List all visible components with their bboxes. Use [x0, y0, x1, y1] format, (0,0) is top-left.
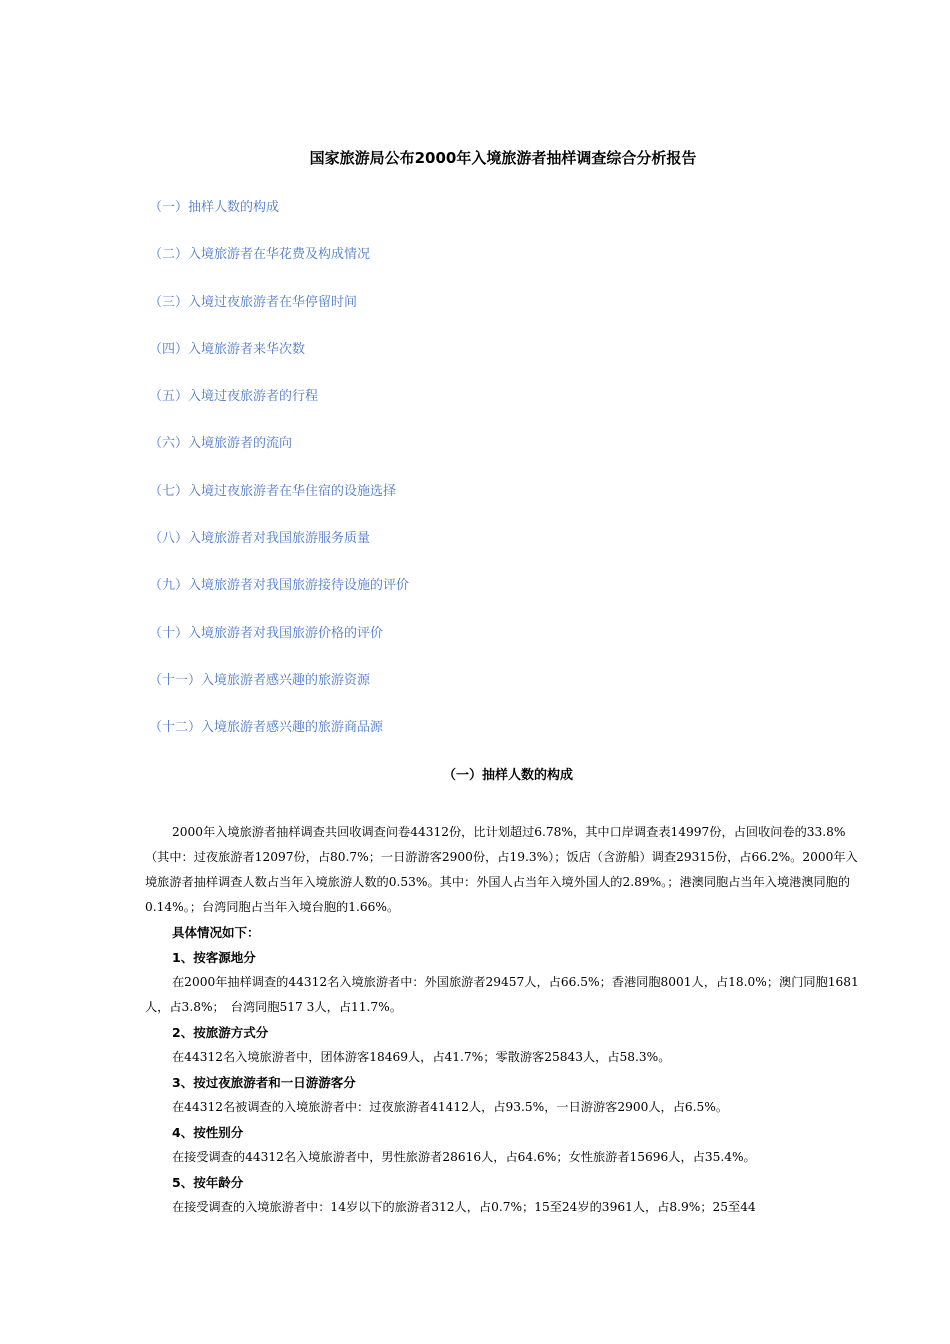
- paragraph-gender: 在接受调查的44312名入境旅游者中，男性旅游者28616人，占64.6%；女性旅游者15696人，占35.4%。: [172, 1150, 756, 1164]
- paragraph-overnight: 在44312名被调查的入境旅游者中：过夜旅游者41412人，占93.5%，一日游游客2900人，占6.5%。: [172, 1100, 729, 1114]
- details-label: 具体情况如下：: [172, 925, 260, 940]
- toc-link-6[interactable]: （六）入境旅游者的流向: [149, 436, 293, 452]
- toc-link-2[interactable]: （二）入境旅游者在华花费及构成情况: [149, 247, 371, 263]
- page-title: 国家旅游局公布2000年入境旅游者抽样调查综合分析报告: [309, 149, 697, 167]
- toc-item: [149, 527, 409, 574]
- table-of-contents: [149, 196, 409, 764]
- toc-link-4[interactable]: （四）入境旅游者来华次数: [149, 341, 306, 357]
- toc-link-9[interactable]: （九）入境旅游者对我国旅游接待设施的评价: [149, 578, 410, 594]
- subheading-gender: 4、按性别分: [172, 1125, 244, 1140]
- toc-link-12[interactable]: （十二）入境旅游者感兴趣的旅游商品源: [149, 720, 384, 736]
- toc-item: [149, 622, 409, 669]
- toc-item: [149, 338, 409, 385]
- paragraph-age: 在接受调查的入境旅游者中：14岁以下的旅游者312人，占0.7%；15至24岁的3961人，占8.9%；25至44: [172, 1200, 756, 1214]
- toc-link-1[interactable]: （一）抽样人数的构成: [149, 200, 280, 215]
- toc-item: [149, 480, 409, 527]
- subheading-source: 1、按客源地分: [172, 950, 256, 965]
- toc-item: [149, 291, 409, 338]
- subheading-travel-mode: 2、按旅游方式分: [172, 1025, 269, 1040]
- toc-link-8[interactable]: （八）入境旅游者对我国旅游服务质量: [149, 531, 371, 547]
- section-body: [145, 820, 861, 1220]
- toc-link-11[interactable]: （十一）入境旅游者感兴趣的旅游资源: [149, 672, 371, 688]
- toc-link-10[interactable]: （十）入境旅游者对我国旅游价格的评价: [149, 625, 384, 641]
- toc-link-5[interactable]: （五）入境过夜旅游者的行程: [149, 389, 319, 405]
- subheading-age: 5、按年龄分: [172, 1175, 244, 1190]
- toc-item: [149, 669, 409, 716]
- intro-paragraph: 2000年入境旅游者抽样调查共回收调查问卷44312份，比计划超过6.78%，其中口岸调查表14997份，占回收问卷的33.8%（其中：过夜旅游者12097份，占80.7%；一日游游客2900份，占19.3%）；饭店（含游船）调查29315份，占66.2%。2000年入境旅游者抽样调查人数占当年入境旅游人数的0.53%。其中：外国人占当年入境外国人的2.89%。；港澳同胞占当年入境港澳同胞的0.14%。；台湾同胞占当年入境台胞的1.66%。: [145, 825, 858, 914]
- toc-item: [149, 243, 409, 290]
- toc-link-3[interactable]: （三）入境过夜旅游者在华停留时间: [149, 294, 358, 310]
- toc-item: [149, 385, 409, 432]
- subheading-overnight: 3、按过夜旅游者和一日游游客分: [172, 1075, 356, 1090]
- paragraph-source: 在2000年抽样调查的44312名入境旅游者中：外国旅游者29457人，占66.5%；香港同胞8001人，占18.0%；澳门同胞1681人，占3.8%； 台湾同胞517 3人，占11.7%。: [145, 975, 859, 1014]
- toc-item: [149, 196, 409, 243]
- toc-item: [149, 432, 409, 479]
- toc-item: [149, 716, 409, 763]
- paragraph-travel-mode: 在44312名入境旅游者中，团体游客18469人，占41.7%；零散游客25843人，占58.3%。: [172, 1050, 671, 1064]
- section-heading: （一）抽样人数的构成: [442, 768, 573, 783]
- toc-link-7[interactable]: （七）入境过夜旅游者在华住宿的设施选择: [149, 483, 397, 499]
- toc-item: [149, 574, 409, 621]
